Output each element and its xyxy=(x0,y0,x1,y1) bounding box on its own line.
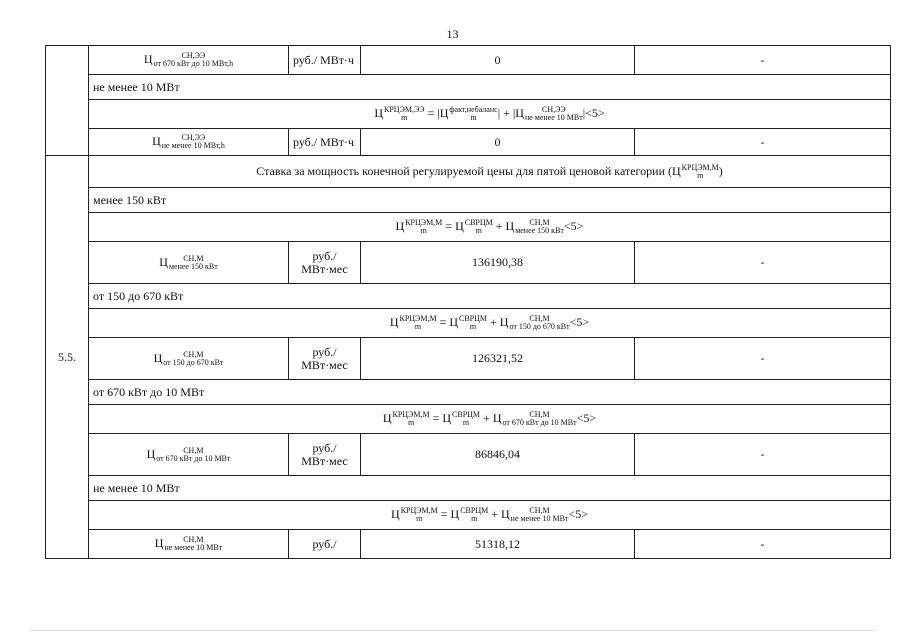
table-row xyxy=(46,501,891,530)
row-number: 5.5. xyxy=(46,156,89,559)
section-title: Ставка за мощность конечной регулируемой цены для пятой ценовой категории (Ц КРЦЭМ,М m ) xyxy=(89,156,891,188)
unit-cell: руб./ xyxy=(289,530,361,559)
group-label: менее 150 кВт xyxy=(89,188,891,213)
table-row xyxy=(46,284,891,309)
symbol-cell: Ц СН,ЭЭ не менее 10 МВт,h xyxy=(89,129,289,156)
unit-cell: руб./ МВт·ч xyxy=(289,46,361,75)
table-row xyxy=(46,213,891,242)
table-row xyxy=(46,75,891,100)
value-cell: 126321,52 xyxy=(361,338,635,380)
formula-power: Ц КРЦЭМ,М m = Ц СВРЦМ m + Ц СН,М менее 150 кВт <5> xyxy=(89,213,891,242)
group-label: от 670 кВт до 10 МВт xyxy=(89,380,891,405)
symbol-cell: Ц СН,ЭЭ от 670 кВт до 10 МВт,h xyxy=(89,46,289,75)
dash-cell: - xyxy=(635,129,891,156)
unit-cell: руб./ МВт·ч xyxy=(289,129,361,156)
table-row xyxy=(46,405,891,434)
table-row xyxy=(46,530,891,559)
dash-cell: - xyxy=(635,530,891,559)
row-number-cell xyxy=(46,46,89,156)
formula-power: Ц КРЦЭМ,М m = Ц СВРЦМ m + Ц СН,М от 150 до 670 кВт <5> xyxy=(89,309,891,338)
symbol-cell: Ц СН,М от 150 до 670 кВт xyxy=(89,338,289,380)
dash-cell: - xyxy=(635,46,891,75)
group-label: от 150 до 670 кВт xyxy=(89,284,891,309)
table-row xyxy=(46,188,891,213)
table-row xyxy=(46,46,891,75)
formula-power: Ц КРЦЭМ,М m = Ц СВРЦМ m + Ц СН,М от 670 кВт до 10 МВт <5> xyxy=(89,405,891,434)
table-row xyxy=(46,309,891,338)
symbol-cell: Ц СН,М менее 150 кВт xyxy=(89,242,289,284)
formula-energy: Ц КРЦЭМ,ЭЭ m = |Ц факт,небаланс m | + |Ц СН,ЭЭ не менее 10 МВт |<5> xyxy=(89,100,891,129)
symbol-cell: Ц СН,М от 670 кВт до 10 МВт xyxy=(89,434,289,476)
value-cell: 136190,38 xyxy=(361,242,635,284)
group-label: не менее 10 МВт xyxy=(89,476,891,501)
table-row xyxy=(46,434,891,476)
dash-cell: - xyxy=(635,338,891,380)
table-row xyxy=(46,338,891,380)
dash-cell: - xyxy=(635,434,891,476)
value-cell: 0 xyxy=(361,46,635,75)
value-cell: 0 xyxy=(361,129,635,156)
tariff-table xyxy=(45,45,891,559)
formula-power: Ц КРЦЭМ,М m = Ц СВРЦМ m + Ц СН,М не менее 10 МВт <5> xyxy=(89,501,891,530)
table-row xyxy=(46,242,891,284)
table-row xyxy=(46,476,891,501)
value-cell: 86846,04 xyxy=(361,434,635,476)
table-row xyxy=(46,380,891,405)
page-number: 13 xyxy=(446,27,459,41)
page-bottom-edge xyxy=(30,630,875,631)
section-label: не менее 10 МВт xyxy=(89,75,891,100)
unit-cell: руб./ МВт·мес xyxy=(289,242,361,284)
table-row xyxy=(46,129,891,156)
unit-cell: руб./ МВт·мес xyxy=(289,434,361,476)
table-row xyxy=(46,156,891,188)
table-row xyxy=(46,100,891,129)
unit-cell: руб./ МВт·мес xyxy=(289,338,361,380)
dash-cell: - xyxy=(635,242,891,284)
value-cell: 51318,12 xyxy=(361,530,635,559)
symbol-cell: Ц СН,М не менее 10 МВт xyxy=(89,530,289,559)
